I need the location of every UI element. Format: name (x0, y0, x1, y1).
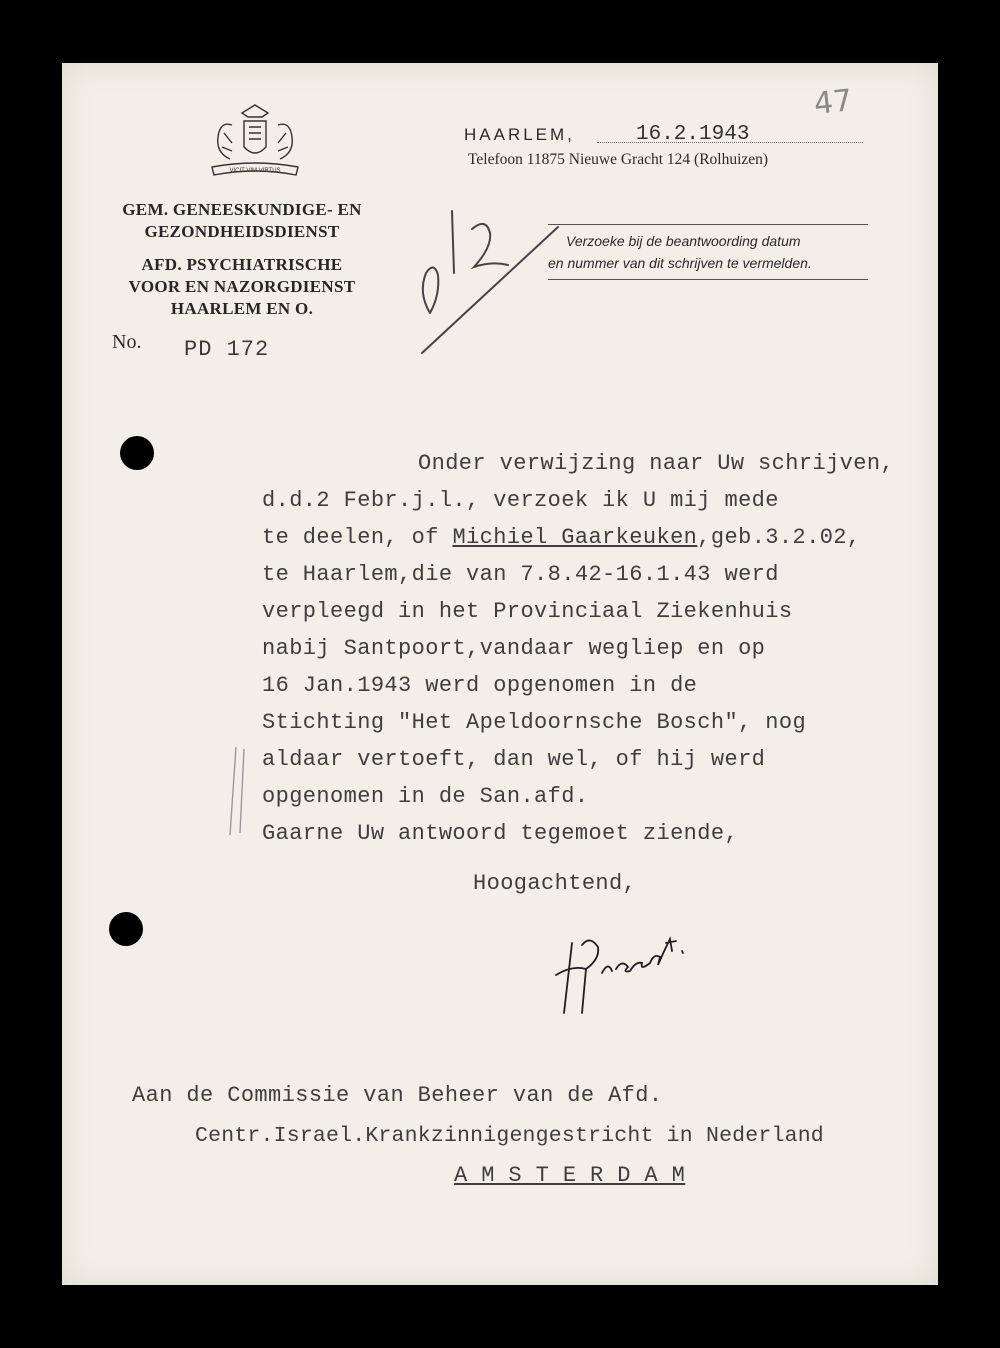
handwritten-slash-mark-icon (412, 203, 562, 363)
reply-note-line-2: en nummer van dit schrijven te vermelden. (548, 255, 812, 271)
closing-salutation: Hoogachtend, (473, 871, 637, 896)
punch-hole-bottom (109, 912, 143, 946)
body-line-6: nabij Santpoort,vandaar wegliep en op (262, 636, 766, 661)
org-line-2: GEZONDHEIDSDIENST (144, 222, 340, 241)
body-line-11: Gaarne Uw antwoord tegemoet ziende, (262, 821, 739, 846)
crest-motto: VICIT VIM VIRTUS (229, 168, 281, 174)
phone-address-line: Telefoon 11875 Nieuwe Gracht 124 (Rolhuizen) (468, 151, 769, 168)
body-line-1: Onder verwijzing naar Uw schrijven, (418, 451, 895, 476)
reply-note-line-1: Verzoeke bij de beantwoording datum (566, 233, 801, 249)
address-line-2: Centr.Israel.Krankzinnigengestricht in Nederland (195, 1124, 824, 1148)
body-line-3-start: te deelen, of (262, 525, 453, 550)
patient-name: Michiel Gaarkeuken (452, 525, 698, 550)
address-line-1: Aan de Commissie van Beheer van de Afd. (132, 1083, 663, 1108)
reference-number: PD 172 (184, 337, 270, 362)
org-header-section (102, 254, 382, 320)
punch-hole-top (120, 436, 154, 470)
margin-pencil-mark-icon (222, 743, 252, 843)
body-line-3 (262, 525, 861, 550)
body-line-7: 16 Jan.1943 werd opgenomen in de (262, 673, 698, 698)
signature-image (542, 903, 722, 1033)
address-city: A M S T E R D A M (454, 1163, 686, 1188)
pencil-page-number: 47 (812, 83, 854, 122)
number-label: No. (112, 331, 142, 353)
body-line-10: opgenomen in de San.afd. (262, 784, 589, 809)
city-label: HAARLEM, (464, 125, 575, 144)
body-line-2: d.d.2 Febr.j.l., verzoek ik U mij mede (262, 488, 779, 513)
org-line-3: AFD. PSYCHIATRISCHE (141, 255, 343, 274)
org-line-4: VOOR EN NAZORGDIENST (128, 277, 356, 296)
reply-note (548, 230, 868, 274)
org-line-1: GEM. GENEESKUNDIGE- EN (122, 200, 362, 219)
body-line-5: verpleegd in het Provinciaal Ziekenhuis (262, 599, 793, 624)
letter-date: 16.2.1943 (636, 123, 750, 146)
body-line-8: Stichting "Het Apeldoornsche Bosch", nog (262, 710, 807, 735)
org-line-5: HAARLEM EN O. (170, 299, 314, 318)
letter-page (62, 63, 938, 1285)
coat-of-arms-icon (202, 103, 308, 183)
body-line-9: aldaar vertoeft, dan wel, of hij werd (262, 747, 766, 772)
body-line-3-end: ,geb.3.2.02, (697, 525, 861, 550)
org-header-department (102, 199, 382, 243)
body-line-4: te Haarlem,die van 7.8.42-16.1.43 werd (262, 562, 779, 587)
